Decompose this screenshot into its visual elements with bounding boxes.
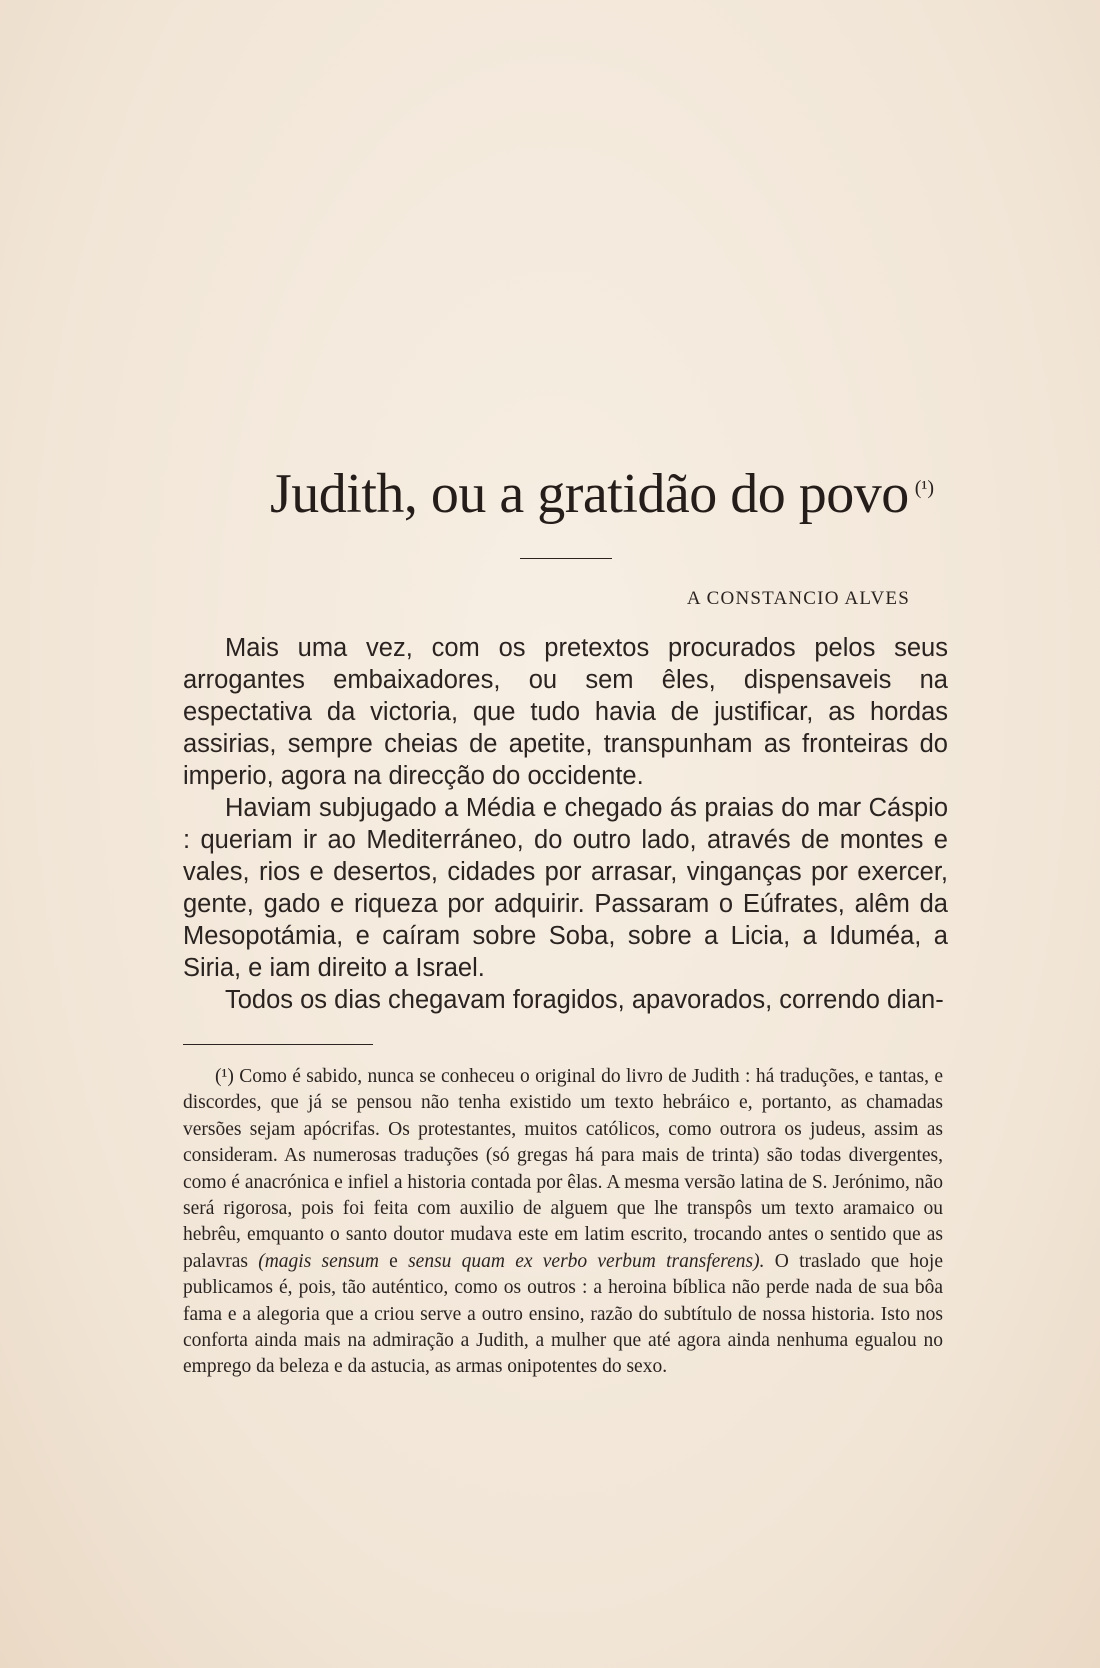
body-paragraph: Todos os dias chegavam foragidos, apavorados, correndo dian-: [225, 986, 944, 1014]
title-divider: [520, 558, 612, 559]
chapter-heading: [270, 462, 935, 526]
footnote-text: Como é sabido, nunca se conheceu o original do livro de Judith : há traduções, e tantas, e discordes, que já se pensou não tenha existido um texto hebráico e, portanto, as chamadas versões sejam apócrifas. Os protestantes, muitos católicos, como outrora os judeus, assim as consideram. As numerosas traduções (só gregas há para mais de trinta) são todas divergentes, como é anacrónica e infiel a historia contada por êlas. A mesma versão latina de S. Jerónimo, não será rigorosa, pois foi feita com auxilio de alguem que lhe transpôs um texto aramaico ou hebrêu, emquanto o santo doutor mudava este em latim escrito, trocando antes o sentido que as palavras: [183, 1066, 943, 1272]
latin-phrase: sensu quam ex verbo verbum transferens).: [408, 1250, 765, 1272]
latin-phrase: (magis sensum: [258, 1250, 379, 1272]
body-paragraph: Haviam subjugado a Média e chegado ás praias do mar Cáspio : queriam ir ao Mediterráneo, do outro lado, através de montes e vales, rios e desertos, cidades por arrasar, vinganças por exercer, gente, gado e riqueza por adquirir. Passaram o Eúfrates, alêm da Mesopotámia, e caíram sobre Soba, sobre a Licia, a Iduméa, a Siria, e iam direito a Israel.: [183, 794, 948, 982]
body-text: [183, 632, 948, 1016]
footnote-divider: [183, 1044, 373, 1045]
dedication: A CONSTANCIO ALVES: [686, 588, 910, 609]
body-paragraph: Mais uma vez, com os pretextos procurados pelos seus arrogantes embaixadores, ou sem êles, dispensaveis na espectativa da victoria, que tudo havia de justificar, as hordas assirias, sempre cheias de apetite, transpunham as fronteiras do imperio, agora na direcção do occidente.: [183, 634, 948, 790]
footnote-text: O traslado que hoje publicamos é, pois, tão auténtico, como os outros : a heroina bíblica não perde nada de sua bôa fama e a alegoria que a criou serve a outro ensino, razão do subtítulo de nossa historia. Isto nos conforta ainda mais na admiração a Judith, a mulher que até agora ainda nenhuma egualou no emprego da beleza e da astucia, as armas onipotentes do sexo.: [183, 1250, 944, 1378]
footnote-reference: (¹): [914, 477, 935, 499]
footnote: [183, 1064, 943, 1381]
footnote-text: e: [378, 1250, 409, 1272]
footnote-paragraph: [183, 1064, 943, 1381]
footnote-marker: (¹): [215, 1066, 234, 1087]
chapter-title: Judith, ou a gratidão do povo: [270, 463, 909, 525]
